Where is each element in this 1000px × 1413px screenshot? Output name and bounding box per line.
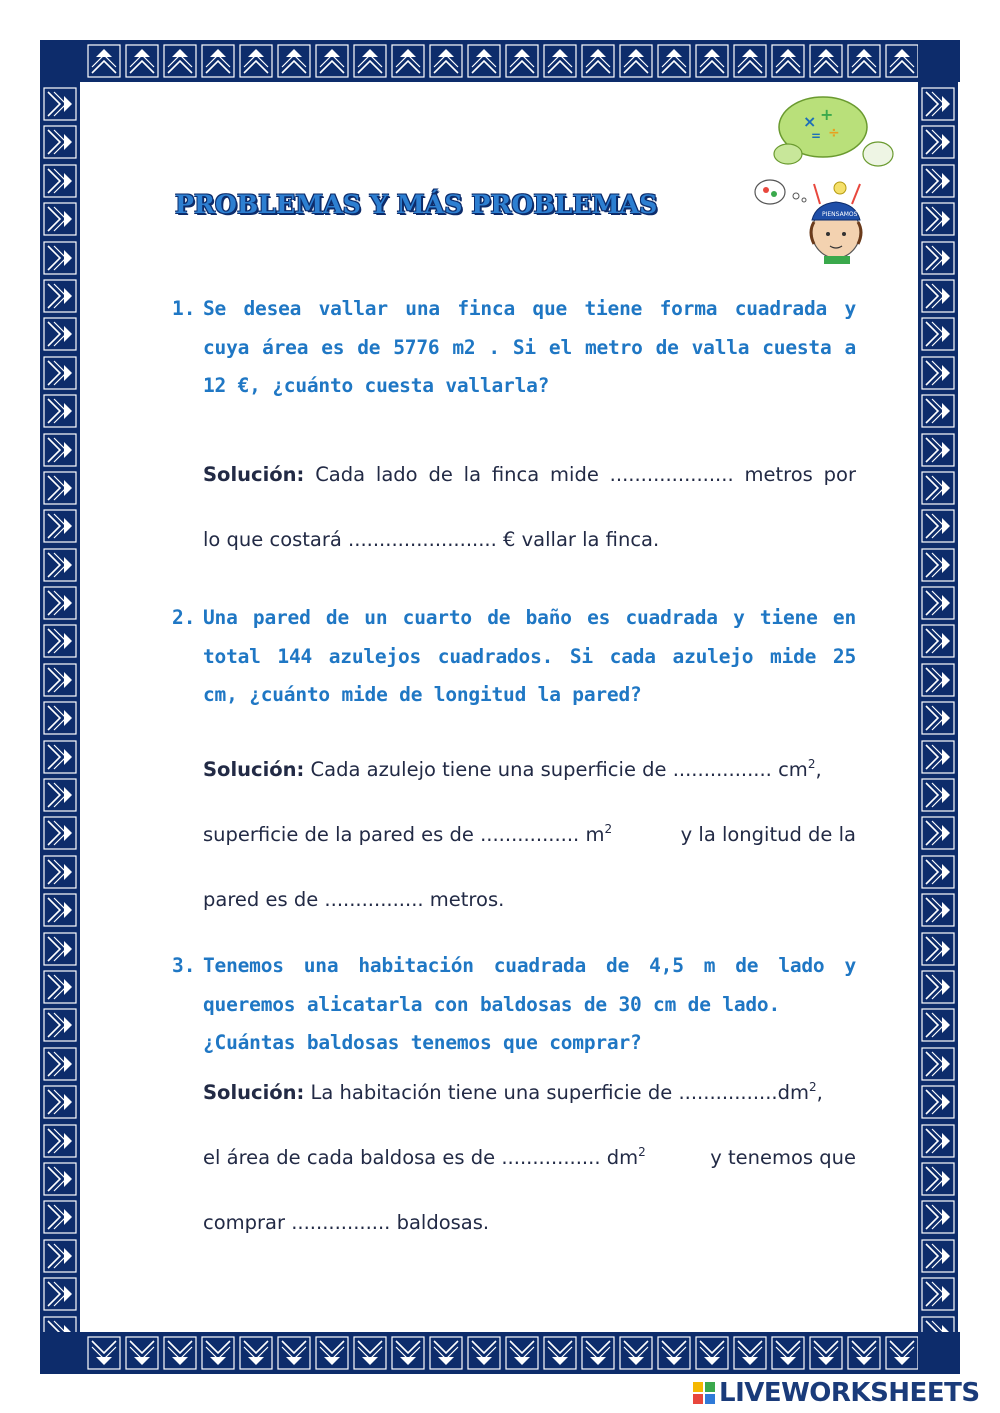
border-ornament-icon (86, 1335, 122, 1371)
border-ornament-icon (504, 1335, 540, 1371)
border-ornament-icon (42, 470, 78, 506)
logo-square (705, 1394, 715, 1404)
problem-2 (172, 599, 856, 715)
solution-text: , (816, 1081, 823, 1104)
border-ornament-icon (920, 163, 956, 199)
svg-text:÷: ÷ (828, 125, 840, 141)
solution-line-1 (203, 737, 856, 802)
border-ornament-icon (920, 1199, 956, 1235)
border-ornament-icon (352, 43, 388, 79)
border-ornament-icon (732, 43, 768, 79)
border-ornament-icon (694, 1335, 730, 1371)
border-ornament-icon (580, 1335, 616, 1371)
border-ornament-icon (42, 1276, 78, 1312)
border-ornament-icon (276, 1335, 312, 1371)
border-ornament-icon (618, 43, 654, 79)
border-ornament-icon (466, 1335, 502, 1371)
border-ornament-icon (920, 432, 956, 468)
border-ornament-icon (42, 1199, 78, 1235)
border-ornament-icon (920, 1276, 956, 1312)
border-ornament-icon (920, 969, 956, 1005)
border-ornament-icon (884, 1335, 920, 1371)
border-ornament-icon (920, 393, 956, 429)
border-ornament-icon (920, 547, 956, 583)
border-ornament-icon (42, 201, 78, 237)
corner-bottom-right (918, 1332, 958, 1374)
solution-text: Cada azulejo tiene una superficie de ................ cm (310, 758, 808, 781)
problem-line: Tenemos una habitación cuadrada de 4,5 m de lado y (203, 954, 856, 977)
border-ornament-icon (42, 1161, 78, 1197)
border-ornament-icon (42, 355, 78, 391)
border-ornament-icon (920, 278, 956, 314)
border-ornament-icon (732, 1335, 768, 1371)
solution-line-3: pared es de ................ metros. (203, 888, 505, 911)
border-ornament-icon (42, 1238, 78, 1274)
solution-text: y la longitud de la (680, 823, 856, 846)
border-ornament-icon (846, 43, 882, 79)
border-ornament-icon (42, 931, 78, 967)
solution-label: Solución: (203, 1081, 305, 1104)
solution-text: Cada lado de la finca mide .................... metros por (315, 463, 856, 486)
border-ornament-icon (314, 1335, 350, 1371)
border-ornament-icon (42, 662, 78, 698)
border-ornament-icon (920, 854, 956, 890)
logo-square (693, 1382, 703, 1392)
solution-1 (203, 442, 856, 572)
border-ornament-icon (200, 1335, 236, 1371)
liveworksheets-logo-icon (693, 1382, 715, 1404)
solution-label: Solución: (203, 463, 305, 486)
border-ornament-icon (428, 1335, 464, 1371)
border-ornament-icon (884, 43, 920, 79)
border-ornament-icon (42, 278, 78, 314)
border-ornament-icon (920, 1084, 956, 1120)
border-ornament-icon (920, 700, 956, 736)
border-ornament-icon (694, 43, 730, 79)
svg-text:PIENSAMOS: PIENSAMOS (822, 211, 858, 218)
border-left (40, 40, 80, 1374)
border-ornament-icon (920, 1007, 956, 1043)
border-ornament-icon (920, 815, 956, 851)
border-ornament-icon (466, 43, 502, 79)
border-right (918, 40, 958, 1374)
border-ornament-icon (162, 1335, 198, 1371)
border-ornament-icon (920, 201, 956, 237)
border-ornament-icon (390, 1335, 426, 1371)
border-ornament-icon (352, 1335, 388, 1371)
border-ornament-icon (920, 777, 956, 813)
solution-text: La habitación tiene una superficie de ................dm (310, 1081, 809, 1104)
solution-line-2 (203, 802, 856, 867)
solution-text: , (815, 758, 822, 781)
superscript: 2 (807, 756, 816, 771)
border-ornament-icon (42, 700, 78, 736)
border-ornament-icon (920, 662, 956, 698)
problem-line: cm, ¿cuánto mide de longitud la pared? (203, 683, 642, 706)
watermark-text: LIVEWORKSHEETS (719, 1378, 980, 1408)
border-ornament-icon (846, 1335, 882, 1371)
border-ornament-icon (504, 43, 540, 79)
solution-2 (203, 737, 856, 932)
border-ornament-icon (428, 43, 464, 79)
border-ornament-icon (238, 43, 274, 79)
svg-text:+: + (820, 105, 834, 124)
border-ornament-icon (920, 316, 956, 352)
border-ornament-icon (42, 585, 78, 621)
border-ornament-icon (42, 777, 78, 813)
border-ornament-icon (42, 854, 78, 890)
solution-3 (203, 1060, 856, 1255)
border-ornament-icon (42, 623, 78, 659)
problem-line: Se desea vallar una finca que tiene forma cuadrada y (203, 297, 856, 320)
problem-line: 12 €, ¿cuánto cuesta vallarla? (203, 374, 550, 397)
border-ornament-icon (656, 1335, 692, 1371)
problem-number: 1. (172, 297, 196, 320)
border-ornament-icon (314, 43, 350, 79)
problem-3 (172, 947, 856, 1063)
border-ornament-icon (542, 43, 578, 79)
superscript: 2 (809, 1079, 817, 1094)
border-ornament-icon (42, 393, 78, 429)
corner-top-right (918, 40, 958, 82)
liveworksheets-watermark[interactable] (693, 1378, 980, 1408)
problem-line: total 144 azulejos cuadrados. Si cada azulejo mide 25 (203, 644, 856, 668)
border-ornament-icon (808, 43, 844, 79)
solution-text: superficie de la pared es de ................ m (203, 823, 605, 846)
border-ornament-icon (42, 316, 78, 352)
solution-line-1 (203, 1060, 856, 1125)
border-ornament-icon (42, 1007, 78, 1043)
border-ornament-icon (920, 355, 956, 391)
border-ornament-icon (920, 124, 956, 160)
problem-number: 2. (172, 606, 196, 629)
border-ornament-icon (276, 43, 312, 79)
border-ornament-icon (86, 43, 122, 79)
logo-square (705, 1382, 715, 1392)
problem-1 (172, 290, 856, 406)
solution-line-2 (203, 1125, 856, 1190)
border-ornament-icon (42, 739, 78, 775)
svg-text:=: = (811, 129, 822, 143)
border-ornament-icon (42, 892, 78, 928)
border-ornament-icon (920, 1123, 956, 1159)
border-ornament-icon (920, 240, 956, 276)
border-ornament-icon (42, 1123, 78, 1159)
border-ornament-icon (920, 1161, 956, 1197)
border-ornament-icon (200, 43, 236, 79)
border-ornament-icon (920, 739, 956, 775)
problem-line: cuya área es de 5776 m2 . Si el metro de valla cuesta a (203, 335, 856, 359)
border-ornament-icon (920, 623, 956, 659)
superscript: 2 (604, 821, 613, 836)
problem-line: queremos alicatarla con baldosas de 30 cm de lado. (203, 992, 780, 1016)
border-ornament-icon (42, 1046, 78, 1082)
border-ornament-icon (618, 1335, 654, 1371)
thinking-kid-illustration (748, 92, 898, 267)
corner-top-left (40, 40, 80, 82)
solution-label: Solución: (203, 758, 305, 781)
border-bottom (40, 1332, 960, 1374)
border-ornament-icon (920, 86, 956, 122)
border-ornament-icon (920, 470, 956, 506)
border-ornament-icon (920, 1046, 956, 1082)
border-ornament-icon (42, 508, 78, 544)
border-ornament-icon (42, 163, 78, 199)
border-ornament-icon (580, 43, 616, 79)
border-ornament-icon (920, 508, 956, 544)
border-ornament-icon (42, 815, 78, 851)
solution-text: el área de cada baldosa es de ................ dm (203, 1146, 639, 1169)
border-ornament-icon (390, 43, 426, 79)
border-ornament-icon (238, 1335, 274, 1371)
solution-text: y tenemos que (710, 1146, 856, 1169)
border-ornament-icon (42, 1084, 78, 1120)
border-ornament-icon (656, 43, 692, 79)
border-ornament-icon (162, 43, 198, 79)
logo-square (693, 1394, 703, 1404)
corner-bottom-left (40, 1332, 80, 1374)
border-ornament-icon (542, 1335, 578, 1371)
border-ornament-icon (770, 1335, 806, 1371)
border-ornament-icon (770, 43, 806, 79)
border-ornament-icon (808, 1335, 844, 1371)
superscript: 2 (638, 1144, 646, 1159)
solution-line-1 (203, 442, 856, 507)
border-ornament-icon (42, 547, 78, 583)
border-ornament-icon (42, 86, 78, 122)
solution-line-3: comprar ................ baldosas. (203, 1211, 490, 1234)
page-title: PROBLEMAS Y MÁS PROBLEMAS (175, 190, 658, 219)
border-ornament-icon (920, 892, 956, 928)
border-ornament-icon (42, 124, 78, 160)
problem-line: Una pared de un cuarto de baño es cuadrada y tiene en (203, 606, 856, 629)
border-top (40, 40, 960, 82)
problem-line: ¿Cuántas baldosas tenemos que comprar? (203, 1031, 642, 1054)
border-ornament-icon (124, 43, 160, 79)
border-ornament-icon (42, 969, 78, 1005)
solution-line-2: lo que costará ........................ € vallar la finca. (203, 528, 660, 551)
problem-number: 3. (172, 954, 196, 977)
border-ornament-icon (920, 931, 956, 967)
border-ornament-icon (920, 1238, 956, 1274)
border-ornament-icon (920, 585, 956, 621)
border-ornament-icon (42, 240, 78, 276)
svg-text:×: × (803, 112, 817, 131)
border-ornament-icon (42, 432, 78, 468)
border-ornament-icon (124, 1335, 160, 1371)
